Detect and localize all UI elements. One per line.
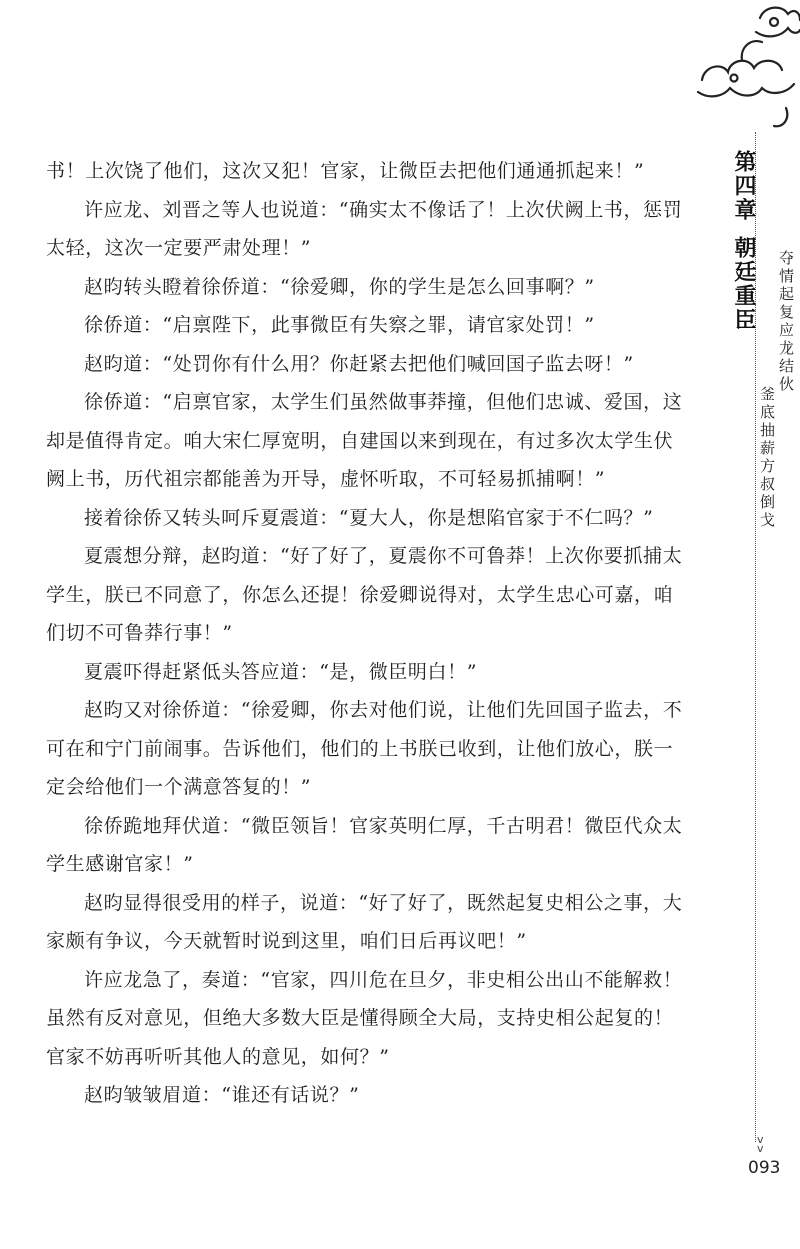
paragraph: 赵昀又对徐侨道：“徐爱卿，你去对他们说，让他们先回国子监去，不可在和宁门前闹事。告诉他们，他们的上书朕已收到，让他们放心，朕一定会给他们一个满意答复的！” [46,699,683,798]
body-text [46,152,691,1115]
paragraph: 徐侨道：“启禀官家，太学生们虽然做事莽撞，但他们忠诚、爱国，这却是值得肯定。咱大宋仁厚宽明，自建国以来到现在，有过多次太学生伏阙上书，历代祖宗都能善为开导，虚怀听取，不可轻易抓捕啊！” [46,391,683,490]
paragraph: 许应龙、刘晋之等人也说道：“确实太不像话了！上次伏阙上书，惩罚太轻，这次一定要严肃处理！” [46,198,683,259]
paragraph: 徐侨跪地拜伏道：“微臣领旨！官家英明仁厚，千古明君！微臣代众太学生感谢官家！” [46,814,683,875]
paragraph: 夏震吓得赶紧低头答应道：“是，微臣明白！” [84,660,478,683]
paragraph: 接着徐侨又转头呵斥夏震道：“夏大人，你是想陷官家于不仁吗？” [84,506,654,529]
chapter-title: 朝廷重臣 [731,236,757,332]
paragraph: 夏震想分辩，赵昀道：“好了好了，夏震你不可鲁莽！上次你要抓捕太学生，朕已不同意了，你怎么还提！徐爱卿说得对，太学生忠心可嘉，咱们切不可鲁莽行事！” [46,545,683,644]
paragraph: 许应龙急了，奏道：“官家，四川危在旦夕，非史相公出山不能解救！虽然有反对意见，但绝大多数大臣是懂得顾全大局，支持史相公起复的！官家不妨再听听其他人的意见，如何？” [46,968,683,1068]
page-marker: v v [757,1133,764,1155]
section-title-1: 夺情起复应龙结伙 [777,250,795,394]
section-title-2: 釜底抽薪方叔倒戈 [758,386,776,530]
paragraph: 赵昀皱皱眉道：“谁还有话说？” [84,1084,360,1106]
paragraph: 赵昀道：“处罚你有什么用？你赶紧去把他们喊回国子监去呀！” [84,352,634,375]
chapter-label: 第四章 [731,150,757,222]
paragraph: 徐侨道：“启禀陛下，此事微臣有失察之罪，请官家处罚！” [84,314,595,336]
paragraph: 赵昀显得很受用的样子，说道：“好了好了，既然起复史相公之事，大家颇有争议，今天就暂时说到这里，咱们日后再议吧！” [46,891,683,952]
cloud-ornament-icon [690,0,800,135]
page-number: 093 [748,1158,781,1178]
paragraph: 书！上次饶了他们，这次又犯！官家，让微臣去把他们通通抓起来！” [46,160,645,182]
paragraph: 赵昀转头瞪着徐侨道：“徐爱卿，你的学生是怎么回事啊？” [84,275,595,298]
